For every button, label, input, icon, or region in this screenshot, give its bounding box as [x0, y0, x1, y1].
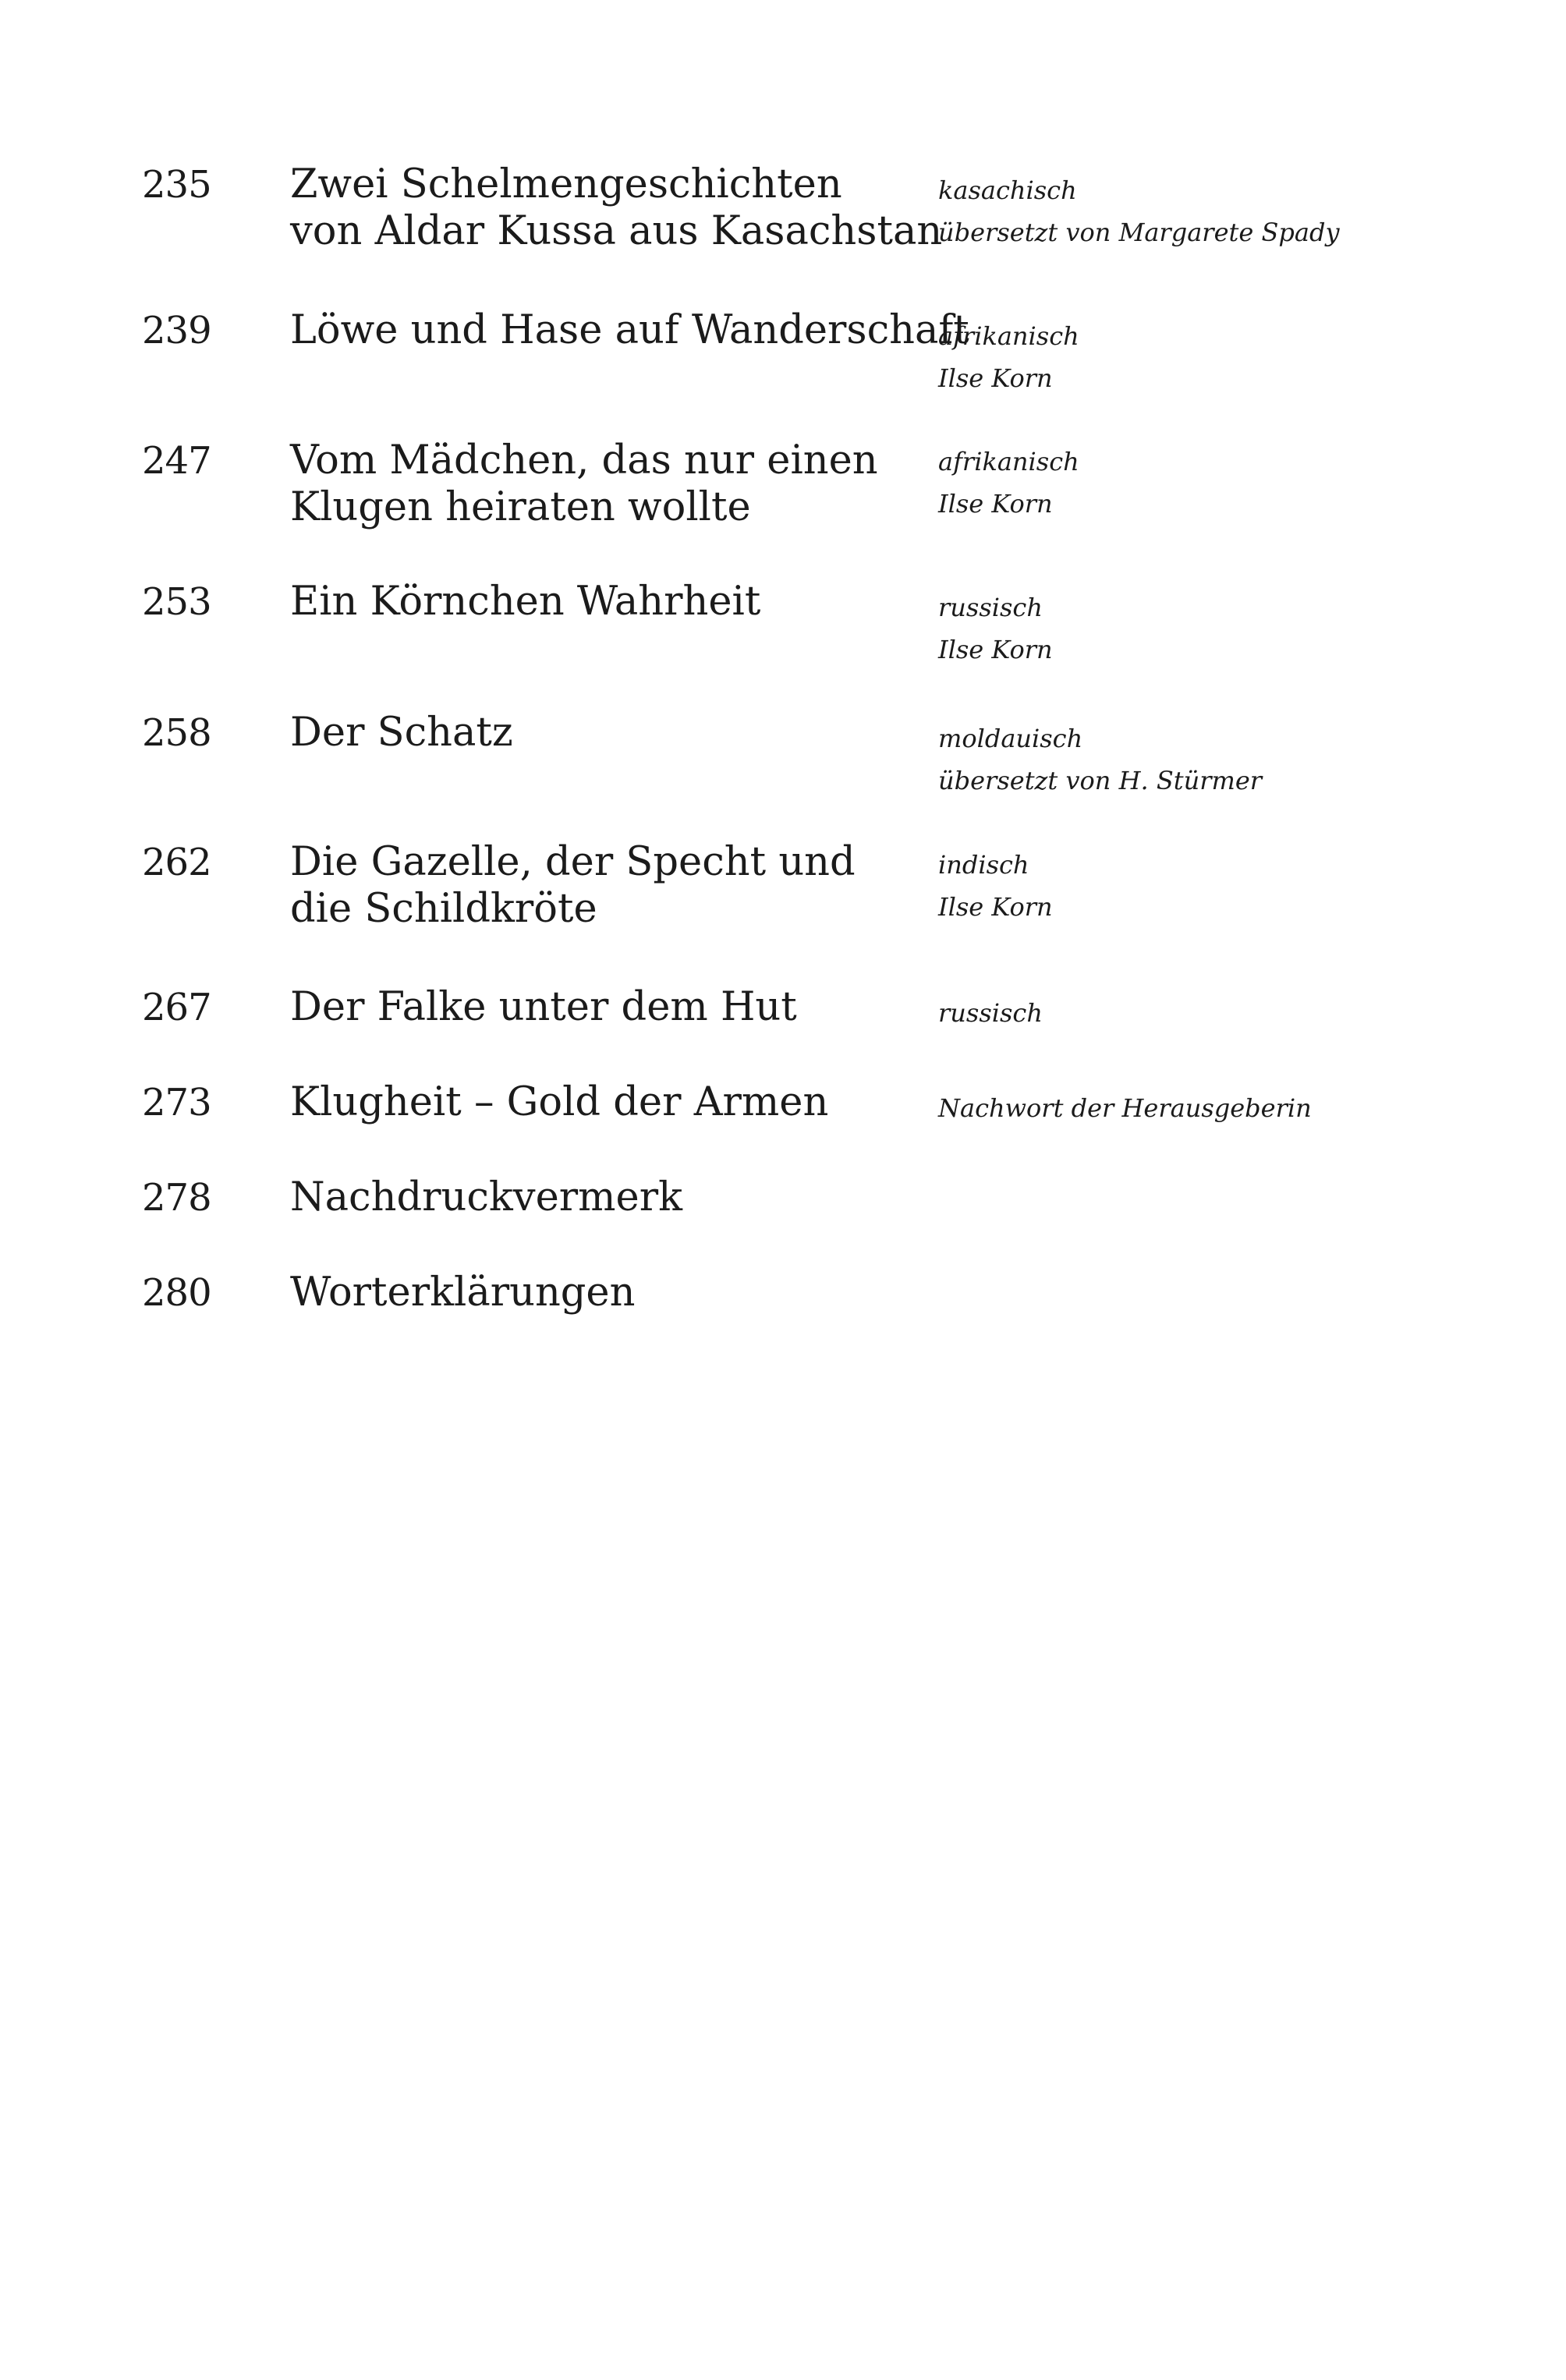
entry-origin: afrikanisch — [938, 447, 1079, 476]
entry-origin: afrikanisch — [938, 321, 1079, 351]
entry-origin: indisch — [938, 850, 1029, 880]
entry-notes — [938, 441, 1484, 525]
page-number: 280 — [142, 1271, 211, 1315]
entry-origin: kasachisch — [938, 175, 1077, 205]
entry-notes — [938, 1087, 1484, 1129]
entry-title-line: Klugen heiraten wollte — [290, 484, 751, 530]
entry-notes — [938, 992, 1484, 1034]
entry-title-line: Löwe und Hase auf Wanderschaft — [290, 307, 969, 353]
page-number: 239 — [142, 309, 211, 352]
page-number: 278 — [142, 1176, 211, 1220]
entry-title — [290, 710, 930, 756]
entry-title — [290, 161, 943, 255]
entry-title-line: von Aldar Kussa aus Kasachstan — [290, 208, 943, 254]
entry-title-line: Nachdruckvermerk — [290, 1174, 682, 1220]
entry-notes — [938, 717, 1484, 802]
entry-notes — [938, 169, 1484, 253]
entry-title-line: Klugheit – Gold der Armen — [290, 1079, 829, 1125]
entry-translator: übersetzt von H. Stürmer — [938, 766, 1263, 795]
entry-title — [290, 839, 930, 933]
entry-title-line: Vom Mädchen, das nur einen — [290, 437, 878, 483]
page-number: 262 — [142, 841, 211, 884]
entry-title — [290, 984, 930, 1031]
entry-title-line: Worterklärungen — [290, 1270, 636, 1316]
entry-translator: Ilse Korn — [938, 635, 1053, 664]
entry-title — [290, 437, 930, 531]
page-number: 267 — [142, 986, 211, 1029]
entry-title-line: Der Schatz — [290, 710, 513, 756]
entry-title — [290, 1079, 930, 1126]
entry-notes — [938, 844, 1484, 928]
entry-title-line: Der Falke unter dem Hut — [290, 984, 797, 1030]
entry-notes — [938, 586, 1484, 671]
entry-title-line: die Schildkröte — [290, 886, 597, 932]
entry-translator: Ilse Korn — [938, 892, 1053, 922]
entry-origin: moldauisch — [938, 724, 1083, 753]
entry-title — [290, 1174, 930, 1221]
page-number: 258 — [142, 711, 211, 755]
page-number: 253 — [142, 580, 211, 624]
page-number: 235 — [142, 163, 211, 207]
entry-title-line: Die Gazelle, der Specht und — [290, 839, 856, 885]
entry-translator: Ilse Korn — [938, 363, 1053, 393]
page-number: 273 — [142, 1081, 211, 1124]
entry-title-line: Zwei Schelmengeschichten — [290, 161, 842, 207]
entry-title-line: Ein Körnchen Wahrheit — [290, 579, 761, 625]
entry-translator: Ilse Korn — [938, 489, 1053, 519]
entry-note: Nachwort der Herausgeberin — [938, 1093, 1312, 1123]
entry-origin: russisch — [938, 593, 1043, 622]
entry-origin: russisch — [938, 998, 1043, 1028]
entry-translator: übersetzt von Margarete Spady — [938, 218, 1340, 247]
page-number: 247 — [142, 439, 211, 483]
entry-title — [290, 307, 969, 354]
entry-title — [290, 579, 930, 625]
entry-title — [290, 1270, 930, 1316]
entry-notes — [938, 315, 1484, 399]
